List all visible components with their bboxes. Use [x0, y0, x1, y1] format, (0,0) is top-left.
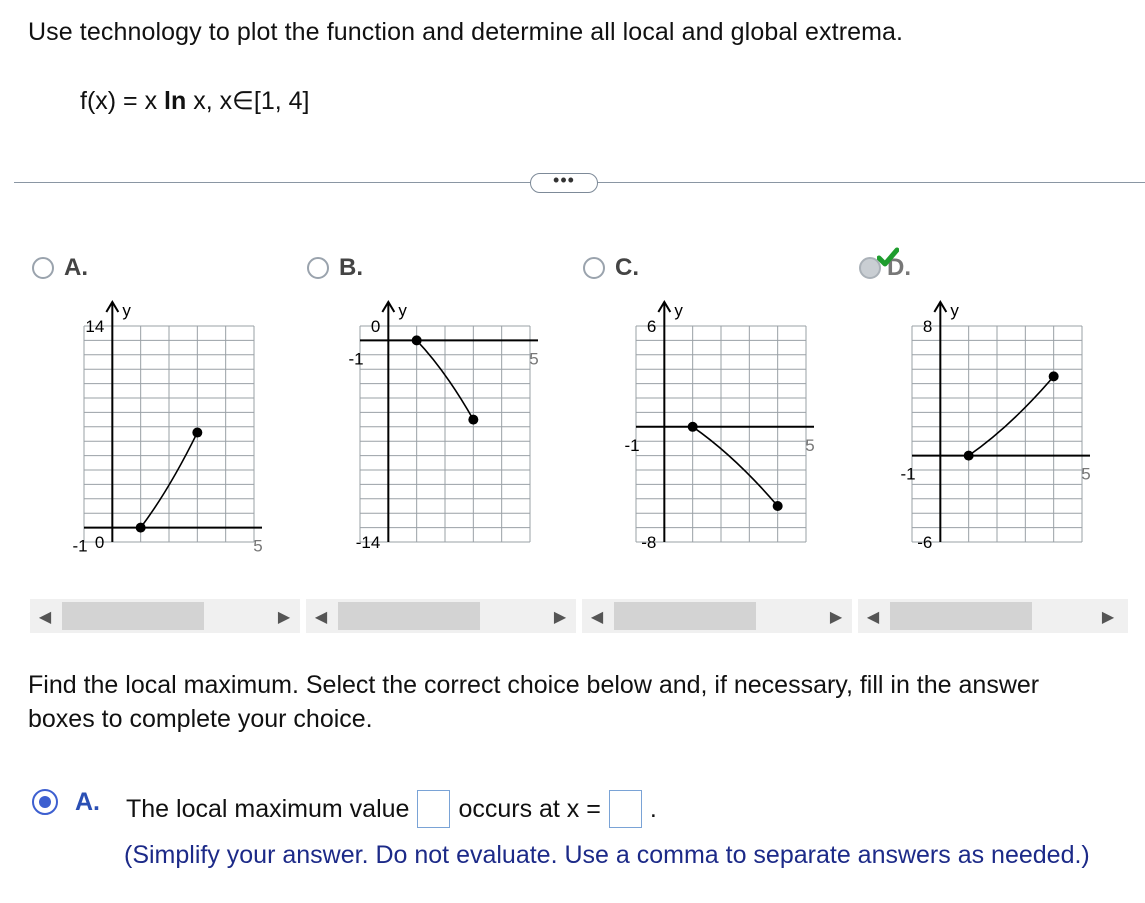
- function-curve: [969, 376, 1054, 455]
- function-definition: [80, 86, 309, 116]
- choice-c[interactable]: [583, 254, 639, 282]
- answer-a-label: A.: [75, 788, 100, 816]
- graph-a: [40, 296, 280, 586]
- answer-a-line: [126, 790, 657, 828]
- answer-text-end: .: [649, 794, 657, 823]
- y-min-tick-label: -8: [641, 533, 657, 552]
- local-max-value-input[interactable]: [417, 790, 450, 828]
- question-text: Find the local maximum. Select the correct choice below and, if necessary, fill in the answer boxes to complete your choice.: [28, 671, 1040, 733]
- choice-c-radio[interactable]: [583, 257, 605, 279]
- choice-d[interactable]: [859, 254, 911, 282]
- x-min-tick-label: -1: [624, 435, 640, 455]
- graph-d-scroll-thumb[interactable]: [890, 602, 1032, 630]
- choice-d-label: D.: [887, 254, 911, 281]
- graph-b-scroll-thumb[interactable]: [338, 602, 480, 630]
- endpoint-right: [192, 428, 202, 438]
- x-min-tick-label: -1: [900, 464, 916, 484]
- graph-c-scroll-right-icon[interactable]: ▶: [829, 609, 843, 626]
- graph-c: [592, 296, 854, 586]
- choice-a[interactable]: [32, 254, 88, 282]
- answer-a-radio[interactable]: [32, 789, 58, 815]
- hint-text: (Simplify your answer. Do not evaluate. Use a comma to separate answers as needed.): [124, 841, 1090, 869]
- check-icon: [877, 247, 899, 269]
- y-min-tick-label: -14: [355, 533, 381, 552]
- graph-a-scroll-thumb[interactable]: [62, 602, 204, 630]
- y-axis-label: y: [122, 301, 131, 320]
- y-axis-label: y: [674, 301, 683, 320]
- graph-d: [868, 296, 1130, 586]
- graph-b-scroll-right-icon[interactable]: ▶: [553, 609, 567, 626]
- x-max-tick-label: 5: [805, 435, 815, 455]
- graph-d-scroll-left-icon[interactable]: ◀: [866, 609, 880, 626]
- graph-b: [316, 296, 578, 586]
- graph-a-scroll-right-icon[interactable]: ▶: [277, 609, 291, 626]
- choice-a-label: A.: [64, 254, 88, 281]
- endpoint-left: [688, 422, 698, 432]
- instruction-text: Use technology to plot the function and determine all local and global extrema.: [28, 18, 904, 46]
- y-max-tick-label: 14: [85, 317, 105, 336]
- endpoint-right: [773, 501, 783, 511]
- choice-b[interactable]: [307, 254, 363, 282]
- y-axis-label: y: [950, 301, 959, 320]
- choice-b-label: B.: [339, 254, 363, 281]
- answer-text-middle: occurs at x =: [458, 794, 601, 823]
- y-min-tick-label: -6: [917, 533, 933, 552]
- graph-c-scroll-thumb[interactable]: [614, 602, 756, 630]
- choice-b-radio[interactable]: [307, 257, 329, 279]
- y-axis-label: y: [398, 301, 407, 320]
- x-min-tick-label: -1: [72, 536, 88, 556]
- graph-b-scroll-left-icon[interactable]: ◀: [314, 609, 328, 626]
- function-prefix: f(x) = x: [80, 87, 165, 115]
- local-max-x-input[interactable]: [609, 790, 642, 828]
- function-suffix: x, x∈[1, 4]: [186, 87, 310, 115]
- x-min-tick-label: -1: [348, 349, 364, 369]
- x-max-tick-label: 5: [529, 349, 539, 369]
- y-max-tick-label: 0: [370, 317, 381, 336]
- endpoint-right: [468, 415, 478, 425]
- endpoint-right: [1049, 371, 1059, 381]
- graph-d-scroll-right-icon[interactable]: ▶: [1101, 609, 1115, 626]
- endpoint-left: [412, 335, 422, 345]
- endpoint-left: [964, 451, 974, 461]
- y-min-tick-label: 0: [94, 533, 105, 552]
- graph-a-scroll-left-icon[interactable]: ◀: [38, 609, 52, 626]
- y-max-tick-label: 8: [922, 317, 933, 336]
- more-button[interactable]: •••: [530, 173, 598, 193]
- choice-a-radio[interactable]: [32, 257, 54, 279]
- x-max-tick-label: 5: [1081, 464, 1091, 484]
- function-ln: ln: [164, 87, 187, 115]
- x-max-tick-label: 5: [253, 536, 263, 556]
- graph-c-scroll-left-icon[interactable]: ◀: [590, 609, 604, 626]
- y-max-tick-label: 6: [646, 317, 657, 336]
- choice-c-label: C.: [615, 254, 639, 281]
- answer-text-before: The local maximum value: [126, 794, 410, 823]
- endpoint-left: [136, 523, 146, 533]
- function-curve: [693, 427, 778, 506]
- choice-d-radio[interactable]: [859, 257, 881, 279]
